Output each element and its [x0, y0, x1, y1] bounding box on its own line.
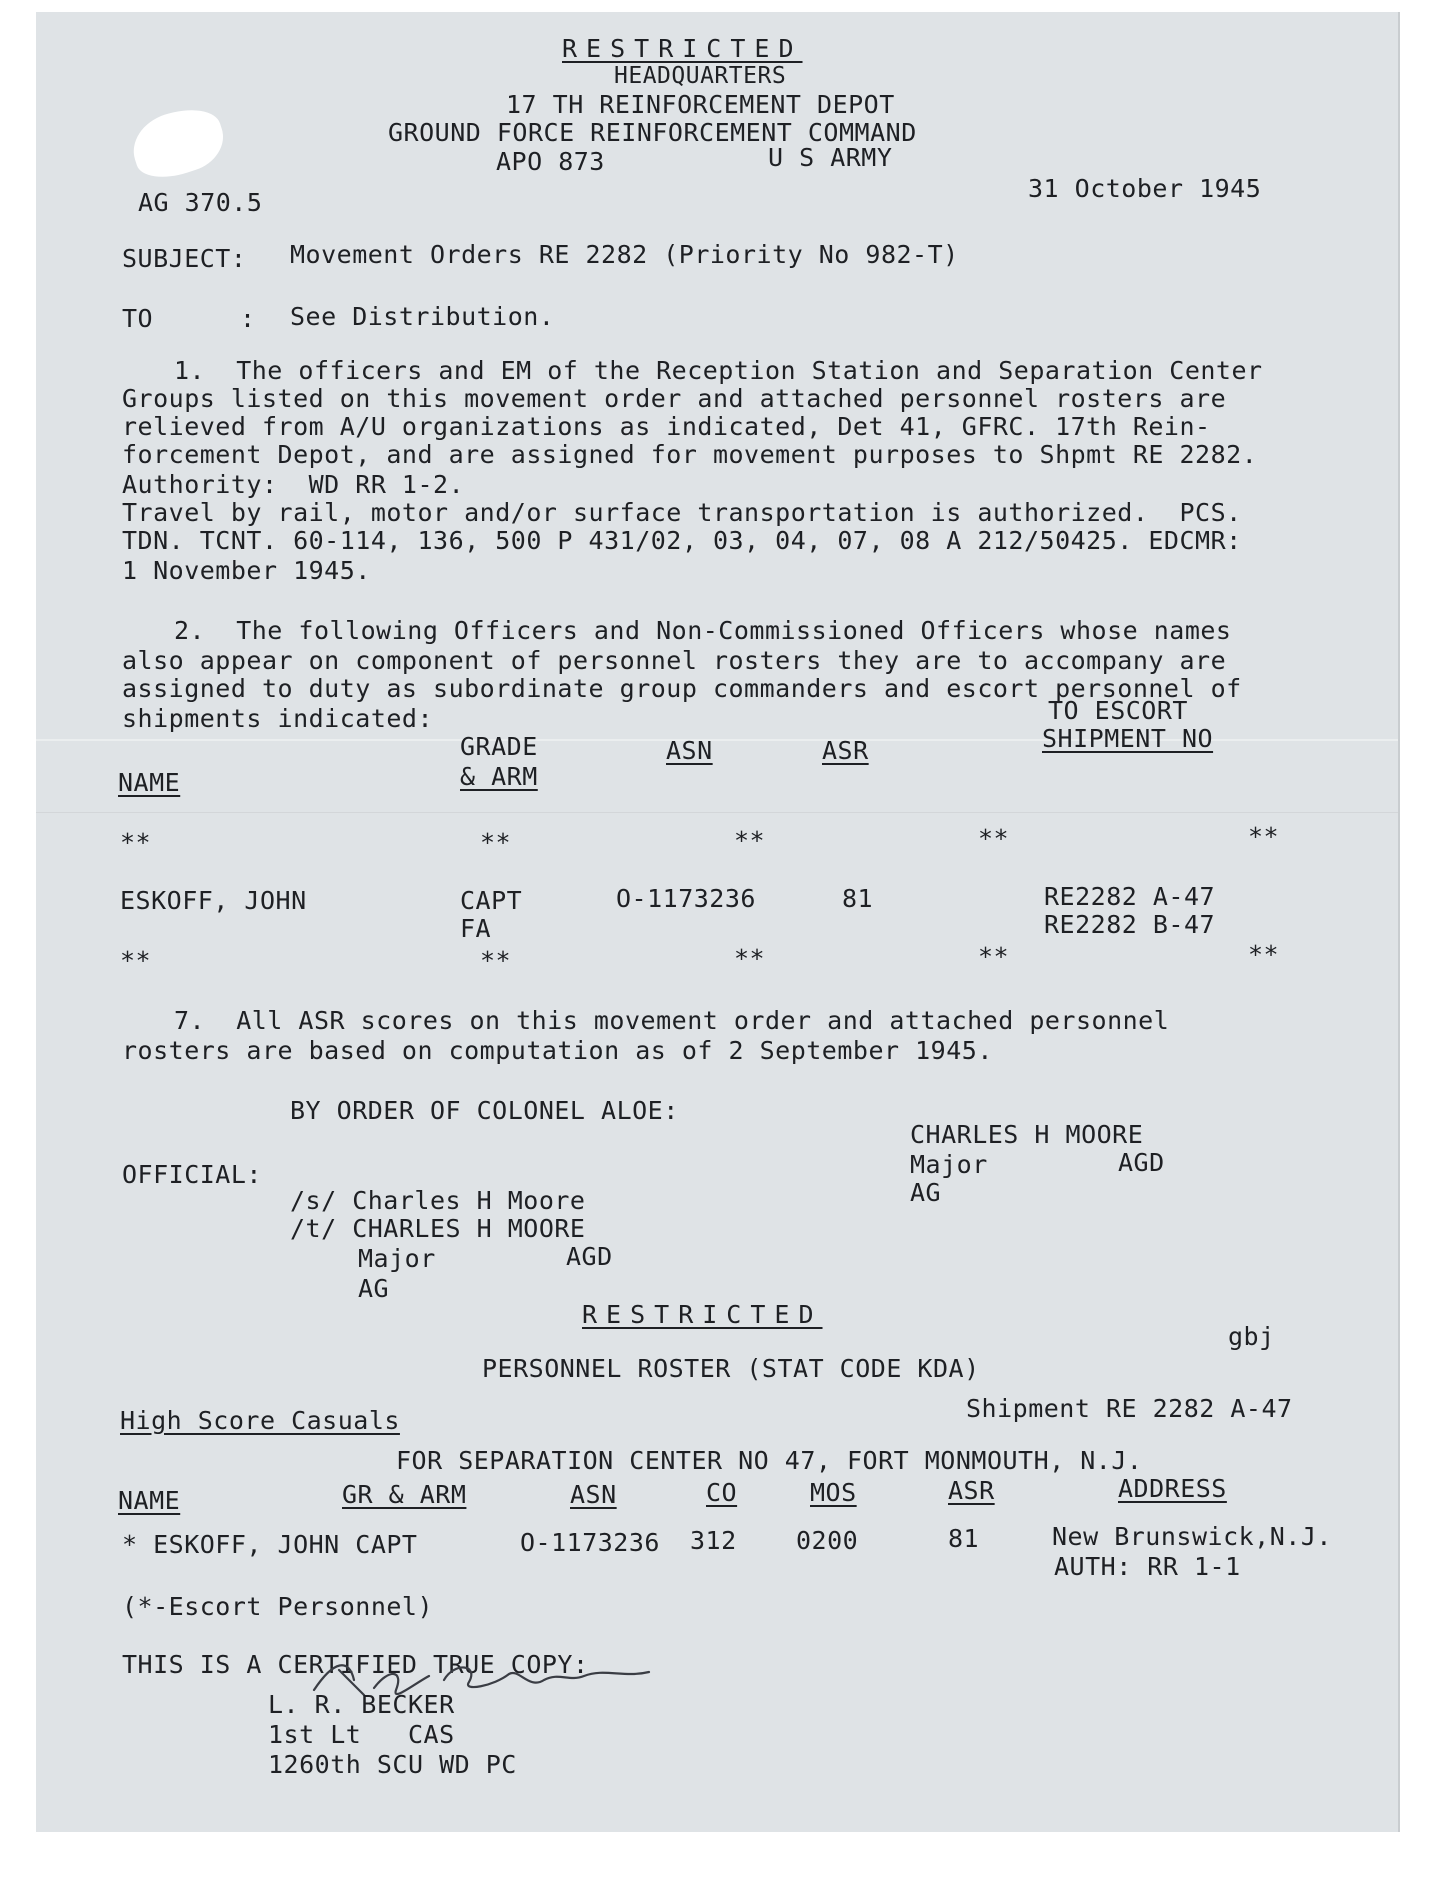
th-grade: GRADE: [460, 732, 538, 761]
roster-row-asr: 81: [948, 1524, 980, 1553]
para1-line7: TDN. TCNT. 60-114, 136, 500 P 431/02, 03, 04, 07, 08 A 212/50425. EDCMR:: [122, 526, 1242, 555]
moore-name: CHARLES H MOORE: [910, 1120, 1144, 1149]
torn-corner: [125, 99, 232, 186]
certifier-name: L. R. BECKER: [268, 1690, 455, 1719]
official-label: OFFICIAL:: [122, 1160, 262, 1189]
certifier-unit: 1260th SCU WD PC: [268, 1750, 517, 1779]
to-text: See Distribution.: [290, 302, 555, 331]
para1-line4: forcement Depot, and are assigned for movement purposes to Shpmt RE 2282.: [122, 440, 1258, 469]
roster-row-asn: O-1173236: [520, 1528, 660, 1557]
ag-number: AG 370.5: [138, 188, 263, 217]
roster-th-co: CO: [706, 1478, 738, 1507]
th-asn: ASN: [666, 736, 713, 765]
to-colon: :: [240, 304, 256, 333]
roster-th-grade: GR & ARM: [342, 1480, 467, 1509]
th-name: NAME: [118, 768, 181, 797]
stars: **: [480, 946, 512, 975]
restricted-top: RESTRICTED: [562, 34, 803, 63]
roster-row-name: * ESKOFF, JOHN CAPT: [122, 1530, 418, 1559]
para7-line1: 7. All ASR scores on this movement order and attached personnel: [174, 1006, 1170, 1035]
roster-destination: FOR SEPARATION CENTER NO 47, FORT MONMOUTH, N.J.: [396, 1446, 1143, 1475]
escort-note: (*-Escort Personnel): [122, 1592, 434, 1621]
row-grade: CAPT: [460, 886, 523, 915]
document-page: [36, 12, 1400, 1832]
stars: **: [1248, 940, 1280, 969]
roster-row-address: New Brunswick,N.J.: [1052, 1522, 1332, 1551]
certifier-rank: 1st Lt CAS: [268, 1720, 455, 1749]
official-agd: AGD: [566, 1242, 613, 1271]
roster-th-mos: MOS: [810, 1478, 857, 1507]
row-asn: O-1173236: [616, 884, 756, 913]
para1-line1: 1. The officers and EM of the Reception Station and Separation Center: [174, 356, 1263, 385]
para1-line3: relieved from A/U organizations as indicated, Det 41, GFRC. 17th Rein-: [122, 412, 1211, 441]
row-arm: FA: [460, 914, 492, 943]
by-order: BY ORDER OF COLONEL ALOE:: [290, 1096, 679, 1125]
th-arm: & ARM: [460, 762, 538, 791]
moore-ag: AG: [910, 1178, 942, 1207]
us-army: U S ARMY: [768, 143, 893, 172]
roster-row-co: 312: [690, 1526, 737, 1555]
official-ag: AG: [358, 1274, 390, 1303]
to-label: TO: [122, 304, 154, 333]
subject-label: SUBJECT:: [122, 244, 247, 273]
fold-line-lower: [36, 812, 1398, 813]
row-shipment-b: RE2282 B-47: [1044, 910, 1216, 939]
restricted-middle: RESTRICTED: [582, 1300, 823, 1329]
roster-th-asn: ASN: [570, 1480, 617, 1509]
stars: **: [120, 828, 152, 857]
th-asr: ASR: [822, 736, 869, 765]
signed-line: /s/ Charles H Moore: [290, 1186, 586, 1215]
para2-line4: shipments indicated:: [122, 704, 434, 733]
stars: **: [734, 944, 766, 973]
stars: **: [480, 828, 512, 857]
para2-line1: 2. The following Officers and Non-Commissioned Officers whose names: [174, 616, 1232, 645]
typist-initials: gbj: [1228, 1322, 1275, 1351]
document-date: 31 October 1945: [1028, 174, 1262, 203]
official-major: Major: [358, 1244, 436, 1273]
para2-line2: also appear on component of personnel rosters they are to accompany are: [122, 646, 1227, 675]
headquarters: HEADQUARTERS: [614, 63, 787, 89]
para2-line3: assigned to duty as subordinate group commanders and escort personnel of: [122, 674, 1242, 703]
apo: APO 873: [496, 147, 605, 176]
roster-th-name: NAME: [118, 1486, 181, 1515]
stars: **: [978, 942, 1010, 971]
roster-th-address: ADDRESS: [1118, 1474, 1227, 1503]
roster-row-auth: AUTH: RR 1-1: [1054, 1552, 1241, 1581]
para1-line8: 1 November 1945.: [122, 556, 371, 585]
roster-title: PERSONNEL ROSTER (STAT CODE KDA): [482, 1354, 980, 1383]
th-shipment: SHIPMENT NO: [1042, 724, 1214, 753]
para7-line2: rosters are based on computation as of 2 September 1945.: [122, 1036, 993, 1065]
stars: **: [734, 826, 766, 855]
para1-line2: Groups listed on this movement order and attached personnel rosters are: [122, 384, 1227, 413]
row-name: ESKOFF, JOHN: [120, 886, 307, 915]
depot-name: 17 TH REINFORCEMENT DEPOT: [506, 90, 895, 119]
command-name: GROUND FORCE REINFORCEMENT COMMAND: [388, 118, 917, 147]
stars: **: [120, 946, 152, 975]
roster-th-asr: ASR: [948, 1476, 995, 1505]
typed-line: /t/ CHARLES H MOORE: [290, 1214, 586, 1243]
subject-text: Movement Orders RE 2282 (Priority No 982-T): [290, 240, 959, 269]
stars: **: [1248, 822, 1280, 851]
para1-line5: Authority: WD RR 1-2.: [122, 470, 465, 499]
moore-agd: AGD: [1118, 1148, 1165, 1177]
row-asr: 81: [842, 884, 874, 913]
roster-row-mos: 0200: [796, 1526, 859, 1555]
moore-major: Major: [910, 1150, 988, 1179]
certification-statement: THIS IS A CERTIFIED TRUE COPY:: [122, 1650, 589, 1679]
para1-line6: Travel by rail, motor and/or surface transportation is authorized. PCS.: [122, 498, 1242, 527]
stars: **: [978, 824, 1010, 853]
roster-shipment: Shipment RE 2282 A-47: [966, 1394, 1293, 1423]
th-escort: TO ESCORT: [1048, 696, 1188, 725]
row-shipment-a: RE2282 A-47: [1044, 882, 1216, 911]
roster-group: High Score Casuals: [120, 1406, 400, 1435]
